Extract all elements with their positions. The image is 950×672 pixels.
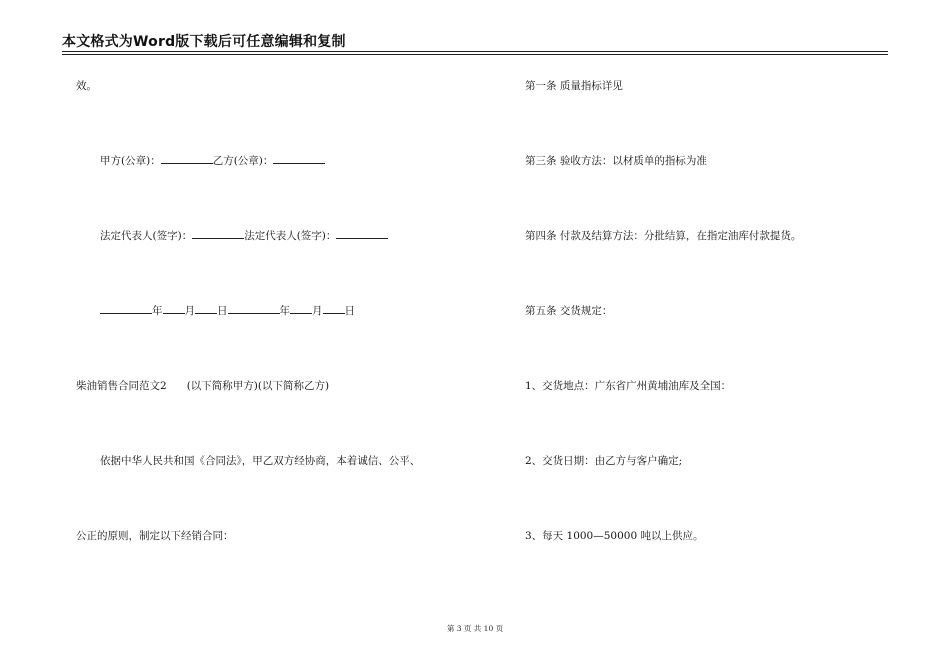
day-label-b: 日: [344, 305, 355, 317]
year-blank-b: [228, 304, 280, 314]
article-3: 第三条 验收方法：以材质单的指标为准: [525, 155, 707, 167]
paragraph-basis: 依据中华人民共和国《合同法》，甲乙双方经协商，本着诚信、公平、: [100, 455, 421, 467]
delivery-date: 2、交货日期：由乙方与客户确定;: [525, 455, 683, 467]
contract-title: 柴油销售合同范文2: [76, 380, 167, 392]
rep-a-label: 法定代表人(签字)：: [100, 230, 193, 242]
month-blank-b: [290, 304, 312, 314]
month-blank-a: [163, 304, 185, 314]
day-label-a: 日: [217, 305, 228, 317]
party-b-seal-blank: [273, 154, 325, 164]
contract-parties: (以下简称甲方)(以下简称乙方): [186, 380, 330, 392]
month-label-a: 月: [184, 305, 195, 317]
article-5: 第五条 交货规定：: [525, 305, 613, 317]
header-rule-top: [62, 51, 888, 52]
party-a-seal-blank: [161, 154, 213, 164]
daily-supply: 3、每天 1000—50000 吨以上供应。: [525, 530, 704, 542]
rep-b-label: 法定代表人(签字)：: [244, 230, 337, 242]
signature-line-representative: [76, 229, 388, 243]
page-number: 第 3 页 共 10 页: [446, 624, 504, 633]
day-blank-a: [195, 304, 217, 314]
contract-title-line: [76, 379, 329, 393]
date-line: [76, 304, 355, 318]
signature-line-seal: [76, 154, 325, 168]
article-4: 第四条 付款及结算方法：分批结算，在指定油库付款提货。: [525, 230, 802, 242]
month-label-b: 月: [312, 305, 323, 317]
rep-b-blank: [336, 229, 388, 239]
text-line-effect: 效。: [76, 80, 97, 92]
delivery-location: 1、交货地点：广东省广州黄埔油库及全国：: [525, 380, 732, 392]
year-blank-a: [100, 304, 152, 314]
year-label-a: 年: [152, 305, 163, 317]
header-rule-bottom: [62, 54, 888, 55]
day-blank-b: [323, 304, 345, 314]
party-b-seal-label: 乙方(公章)：: [212, 155, 274, 167]
paragraph-principle: 公正的原则，制定以下经销合同：: [76, 530, 234, 542]
rep-a-blank: [192, 229, 244, 239]
year-label-b: 年: [279, 305, 290, 317]
article-1: 第一条 质量指标详见: [525, 80, 623, 92]
party-a-seal-label: 甲方(公章)：: [100, 155, 161, 167]
document-header: 本文格式为Word版下载后可任意编辑和复制: [62, 34, 346, 50]
